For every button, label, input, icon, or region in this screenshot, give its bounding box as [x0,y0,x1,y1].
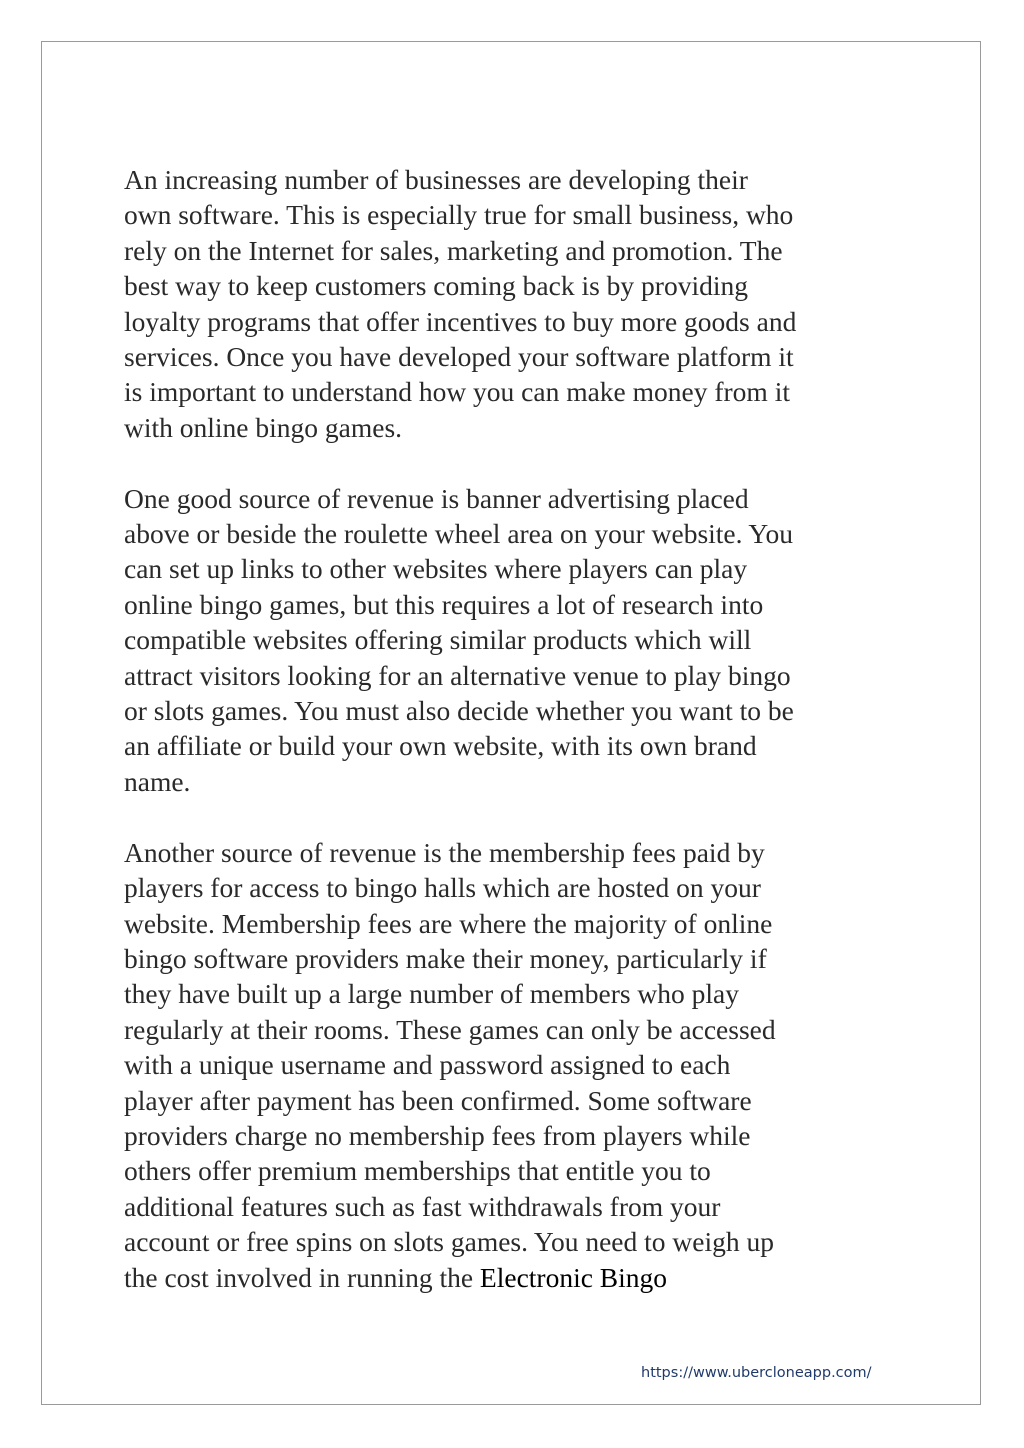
text-line: with a unique username and password assigned to each [124,1049,731,1081]
text-line: account or free spins on slots games. You need to weigh up [124,1226,774,1258]
text-line: or slots games. You must also decide whether you want to be [124,695,794,727]
text-line: services. Once you have developed your software platform it [124,341,794,373]
text-line: Another source of revenue is the membership fees paid by [124,836,765,868]
text-line: attract visitors looking for an alternative venue to play bingo [124,659,791,691]
document-body [124,162,894,1295]
text-line: own software. This is especially true for small business, who [124,199,794,231]
text-line: with online bingo games. [124,411,403,443]
paragraph-gap [124,445,894,480]
text-line: website. Membership fees are where the majority of online [124,907,773,939]
text-line: online bingo games, but this requires a lot of research into [124,588,764,620]
paragraph-2 [124,481,894,800]
text-line: others offer premium memberships that entitle you to [124,1155,711,1187]
text-line: regularly at their rooms. These games can only be accessed [124,1013,776,1045]
text-line: players for access to bingo halls which are hosted on your [124,872,761,904]
text-line: an affiliate or build your own website, with its own brand [124,730,757,762]
text-line: name. [124,765,191,797]
text-line: can set up links to other websites where players can play [124,553,748,585]
text-line: additional features such as fast withdrawals from your [124,1190,721,1222]
text-line: rely on the Internet for sales, marketing and promotion. The [124,234,783,266]
electronic-bingo-link[interactable]: Electronic Bingo [479,1261,668,1293]
paragraph-gap [124,799,894,834]
footer-url[interactable]: https://www.ubercloneapp.com/ [641,1365,872,1381]
text-line: best way to keep customers coming back is by providing [124,270,748,302]
text-line: compatible websites offering similar products which will [124,624,752,656]
text-line-prefix: the cost involved in running the [124,1261,480,1293]
text-line: bingo software providers make their money, particularly if [124,942,767,974]
text-line: loyalty programs that offer incentives to buy more goods and [124,305,797,337]
text-line: An increasing number of businesses are developing their [124,164,748,195]
text-line-last [124,1260,894,1295]
text-line: player after payment has been confirmed. Some software [124,1084,752,1116]
paragraph-1 [124,162,894,445]
text-line: is important to understand how you can make money from it [124,376,790,408]
text-line: they have built up a large number of members who play [124,978,740,1010]
paragraph-3 [124,835,894,1295]
text-line: One good source of revenue is banner advertising placed [124,482,749,514]
text-line: providers charge no membership fees from players while [124,1119,751,1151]
text-line: above or beside the roulette wheel area on your website. You [124,518,793,550]
